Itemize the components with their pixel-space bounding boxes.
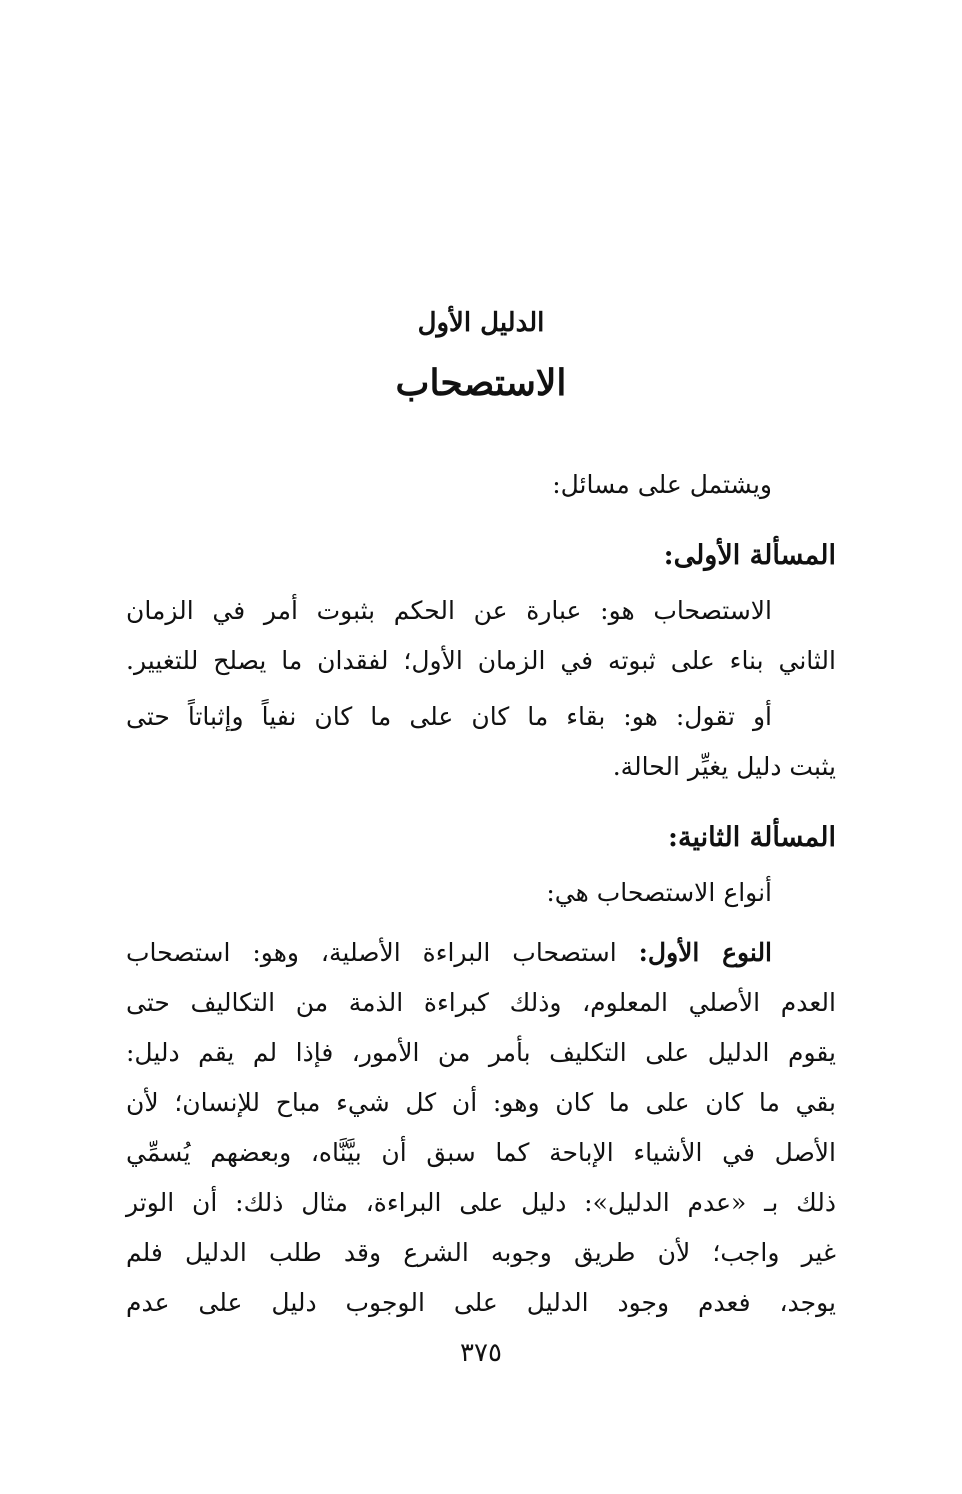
section2-line: بقي ما كان على ما كان وهو: أن كل شيء مباح للإنسان؛ لأن: [126, 1088, 836, 1117]
section1-line: يثبت دليل يغيِّر الحالة.: [612, 752, 836, 781]
section2-intro: أنواع الاستصحاب هي:: [546, 878, 772, 907]
type1-text: استصحاب البراءة الأصلية، وهو: استصحاب: [126, 938, 617, 967]
chapter-heading: الدليل الأول: [417, 308, 545, 338]
section1-line: الاستصحاب هو: عبارة عن الحكم بثبوت أمر في الزمان: [126, 596, 772, 625]
section2-line: العدم الأصلي المعلوم، وذلك كبراءة الذمة من التكاليف حتى: [126, 988, 836, 1017]
section1-line: أو تقول: هو: بقاء ما كان على ما كان نفياً وإثباتاً حتى: [126, 702, 772, 731]
section2-line: الأصل في الأشياء الإباحة كما سبق أن بيَّنَّاه، وبعضهم يُسمِّي: [126, 1138, 836, 1167]
section2-line: ذلك بـ «عدم الدليل»: دليل على البراءة، مثال ذلك: أن الوتر: [126, 1188, 836, 1217]
section2-line: يقوم الدليل على التكليف بأمر من الأمور، فإذا لم يقم دليل:: [126, 1038, 836, 1067]
section2-line: يوجد، فعدم وجود الدليل على الوجوب دليل على عدم: [126, 1288, 836, 1317]
intro-line: ويشتمل على مسائل:: [552, 470, 772, 499]
type1-label: النوع الأول:: [638, 938, 773, 967]
section1-heading: المسألة الأولى:: [663, 540, 836, 571]
page-title: الاستصحاب: [395, 362, 567, 404]
section2-line: غير واجب؛ لأن طريق وجوبه الشرع وقد طلب الدليل فلم: [126, 1238, 836, 1267]
page-number: ٣٧٥: [460, 1338, 502, 1368]
section2-heading: المسألة الثانية:: [668, 822, 836, 853]
section1-line: الثاني بناء على ثبوته في الزمان الأول؛ لفقدان ما يصلح للتغيير.: [126, 646, 836, 675]
type1-first-line: [126, 938, 772, 967]
